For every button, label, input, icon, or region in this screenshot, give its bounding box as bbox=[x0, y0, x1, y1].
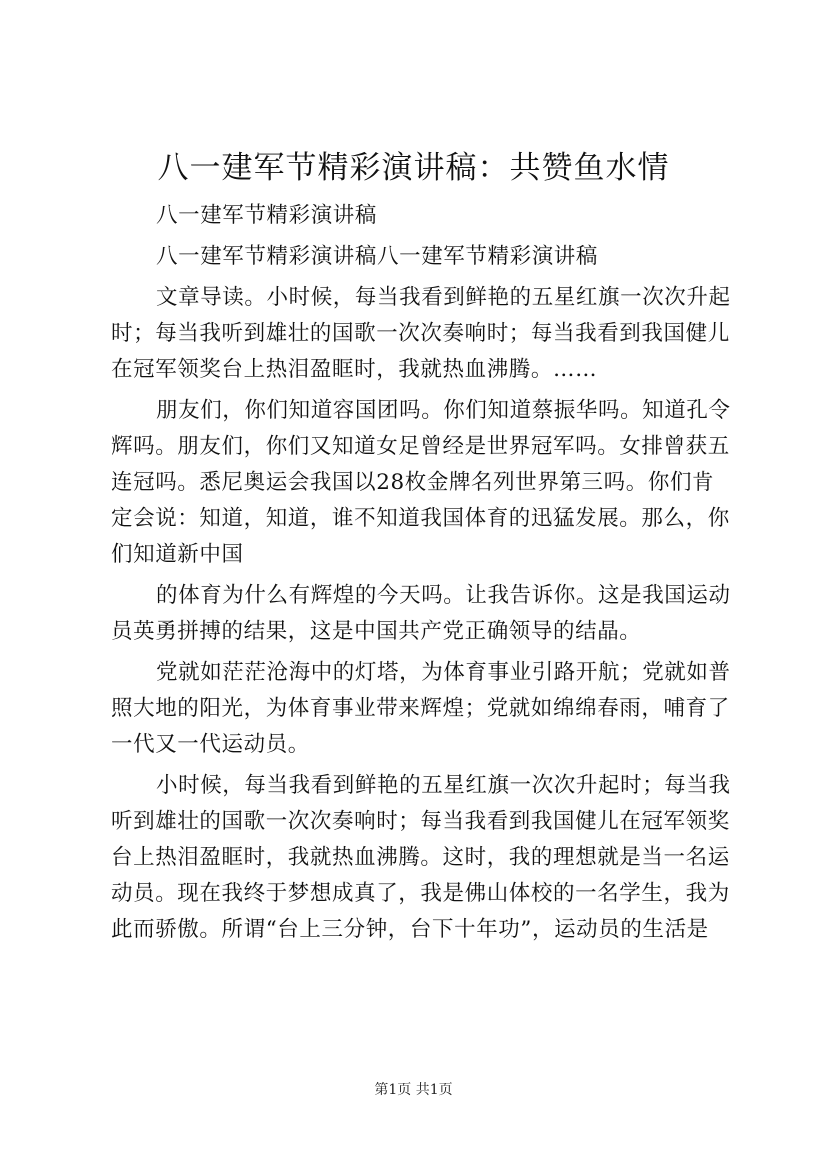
paragraph-childhood-line: 动员。现在我终于梦想成真了，我是佛山体校的一名学生，我为 bbox=[111, 881, 730, 906]
paragraph-party-line: 党就如茫茫沧海中的灯塔，为体育事业引路开航；党就如普 bbox=[156, 660, 731, 685]
paragraph-subtitle-repeat: 八一建军节精彩演讲稿八一建军节精彩演讲稿 bbox=[156, 244, 599, 269]
paragraph-friends-line: 定会说：知道，知道，谁不知道我国体育的迅猛发展。那么，你 bbox=[111, 506, 730, 531]
paragraph-friends-line: 们知道新中国 bbox=[111, 542, 244, 567]
paragraph-party-line: 一代又一代运动员。 bbox=[111, 732, 310, 757]
paragraph-intro-line: 时；每当我听到雄壮的国歌一次次奏响时；每当我看到我国健儿 bbox=[111, 321, 730, 346]
paragraph-friends-line: 辉吗。朋友们，你们又知道女足曾经是世界冠军吗。女排曾获五 bbox=[111, 434, 730, 459]
paragraph-sports-line: 的体育为什么有辉煌的今天吗。让我告诉你。这是我国运动 bbox=[156, 583, 731, 608]
paragraph-sports-line: 员英勇拼搏的结果，这是中国共产党正确领导的结晶。 bbox=[111, 619, 642, 644]
paragraph-subtitle: 八一建军节精彩演讲稿 bbox=[156, 203, 378, 228]
paragraph-childhood-line: 小时候，每当我看到鲜艳的五星红旗一次次升起时；每当我 bbox=[156, 773, 731, 798]
paragraph-childhood-line: 此而骄傲。所谓“台上三分钟，台下十年功”，运动员的生活是 bbox=[111, 917, 709, 942]
paragraph-friends-line: 朋友们，你们知道容国团吗。你们知道蔡振华吗。知道孔令 bbox=[156, 398, 731, 423]
paragraph-party-line: 照大地的阳光，为体育事业带来辉煌；党就如绵绵春雨，哺育了 bbox=[111, 696, 730, 721]
paragraph-childhood-line: 台上热泪盈眶时，我就热血沸腾。这时，我的理想就是当一名运 bbox=[111, 845, 730, 870]
paragraph-intro-line: 在冠军领奖台上热泪盈眶时，我就热血沸腾。…… bbox=[111, 357, 598, 382]
paragraph-childhood-line: 听到雄壮的国歌一次次奏响时；每当我看到我国健儿在冠军领奖 bbox=[111, 809, 730, 834]
document-body bbox=[111, 198, 731, 948]
paragraph-intro-line: 文章导读。小时候，每当我看到鲜艳的五星红旗一次次升起 bbox=[156, 285, 731, 310]
page-number-footer: 第1页 共1页 bbox=[374, 1082, 453, 1098]
document-title: 八一建军节精彩演讲稿：共赞鱼水情 bbox=[157, 150, 670, 186]
paragraph-friends-line: 连冠吗。悉尼奥运会我国以28枚金牌名列世界第三吗。你们肯 bbox=[111, 470, 715, 495]
